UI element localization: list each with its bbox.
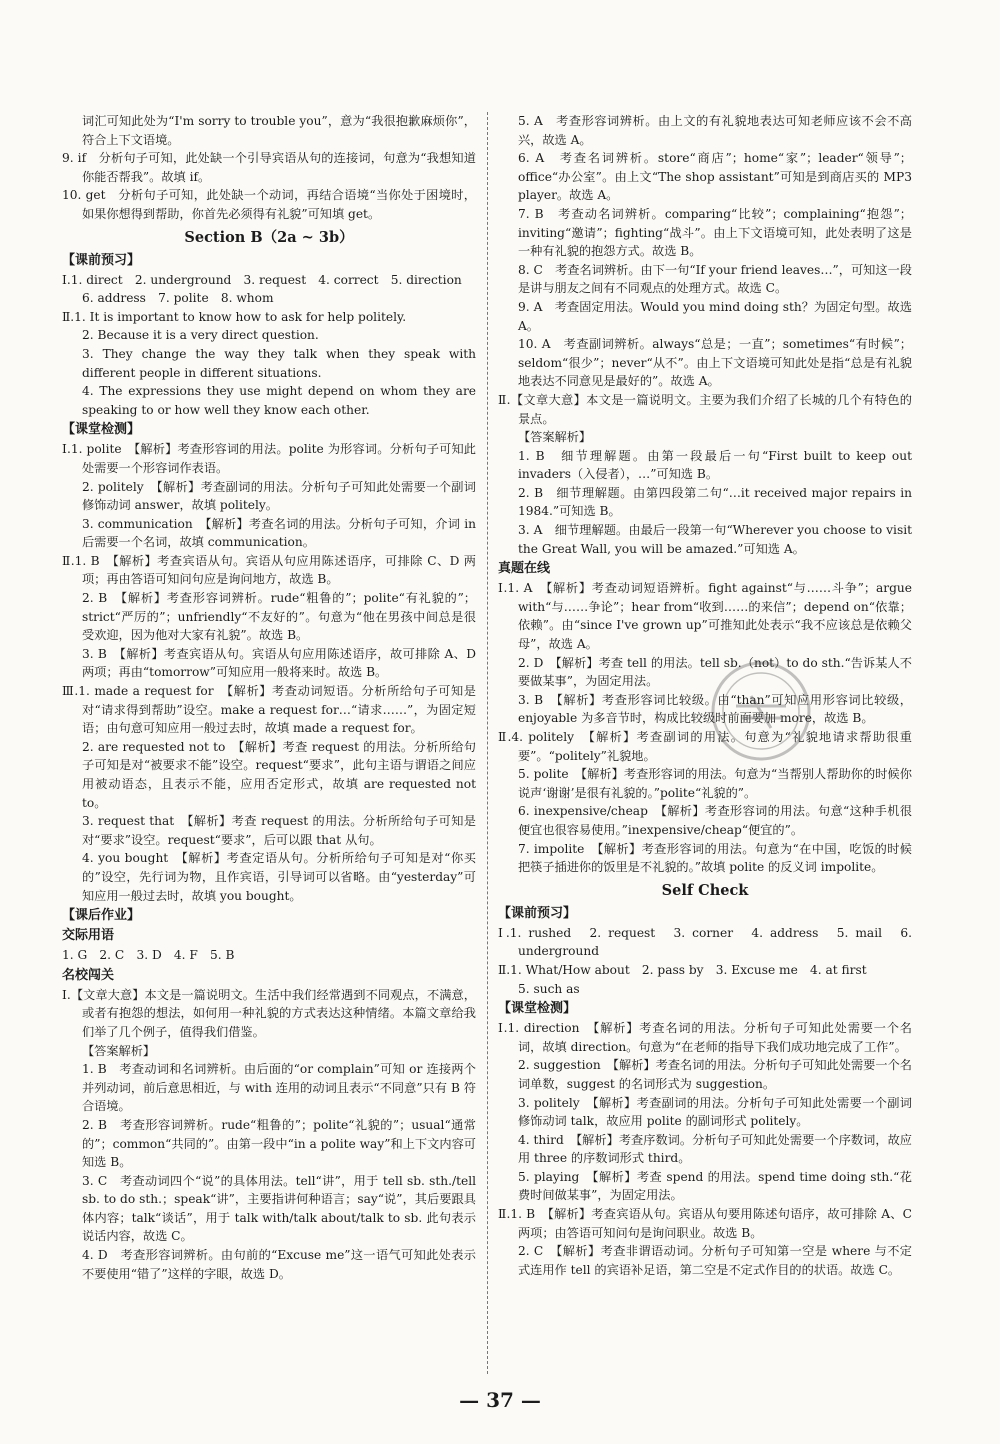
text-line: 5. A 考查形容词辨析。由上文的有礼貌地表达可知老师应该不会不高兴，故选 A。 bbox=[518, 114, 912, 147]
stamp-icon bbox=[706, 656, 816, 766]
text-line: 1. B 细节理解题。由第一段最后一句“First built to keep out invaders（入侵者），…”可知选 B。 bbox=[518, 448, 912, 482]
preview-heading: 【课前预习】 bbox=[498, 905, 577, 921]
text-line: 5. such as bbox=[518, 981, 580, 996]
text-line: 【答案解析】 bbox=[82, 1043, 156, 1058]
text-line: 2. B 考查形容词辨析。rude“粗鲁的”；polite“礼貌的”；usual“通常的”；common“共同的”。由第一段中“in a polite way”和上下文内容可知选 B。 bbox=[82, 1117, 476, 1170]
left-column bbox=[62, 112, 476, 1283]
text-line: 4. third 【解析】考查序数词。分析句子可知此处需要一个序数词，故应用 three 的序数词形式 third。 bbox=[518, 1132, 912, 1166]
preview-heading: 【课前预习】 bbox=[62, 252, 141, 268]
text-line: 6. address 7. polite 8. whom bbox=[82, 291, 274, 306]
text-line: Ⅰ.1. rushed 2. request 3. corner 4. address 5. mail 6. underground bbox=[498, 925, 912, 959]
text-line: 3. request that 【解析】考查 request 的用法。分析所给句子可知是对“要求”设空。request“要求”，后可以跟 that 从句。 bbox=[82, 814, 476, 847]
right-column bbox=[498, 112, 912, 1279]
text-line: Ⅰ.1. direct 2. underground 3. request 4. correct 5. direction bbox=[62, 272, 462, 287]
text-line: 2. D 【解析】考查 tell 的用法。tell sb.（not）to do sth.“告诉某人不要做某事”，为固定用法。 bbox=[518, 655, 912, 689]
text-line: 10. A 考查副词辨析。always“总是；一直”；sometimes“有时候”；seldom“很少”；never“从不”。由上下文语境可知此处是指“总是有礼貌地表达不同意见是最好的”。故选 A。 bbox=[518, 337, 912, 389]
text-line: 2. politely 【解析】考查副词的用法。分析句子可知此处需要一个副词修饰动词 answer，故填 politely。 bbox=[82, 479, 476, 513]
text-line: 3. C 考查动词四个“说”的具体用法。tell“讲”，用于 tell sb. sth./tell sb. to do sth.；speak“讲”，主要指讲何种语言；say“说”，其后要跟具体内容；talk“谈话”，用于 talk with/talk about/talk to sb. 此句表示说话内容，故选 C。 bbox=[82, 1173, 476, 1244]
text-line: 3. politely 【解析】考查副词的用法。分析句子可知此处需要一个副词修饰动词 talk，故应用 polite 的副词形式 politely。 bbox=[518, 1095, 912, 1129]
text-line: 3. B 【解析】考查宾语从句。宾语从句应用陈述语序，故可排除 A、D 两项；再由“tomorrow”可知应用一般将来时。故选 B。 bbox=[82, 646, 476, 680]
check-heading: 【课堂检测】 bbox=[62, 422, 141, 438]
text-line: 2. Because it is a very direct question. bbox=[82, 328, 319, 343]
text-line: 4. The expressions they use might depend on whom they are speaking to or how well they know each other. bbox=[82, 384, 476, 417]
text-line: 2. B 【解析】考查形容词辨析。rude“粗鲁的”；polite“有礼貌的”；strict“严厉的”；unfriendly“不友好的”。句意为“他在男孩中间总是很受欢迎，因为他对大家有礼貌”。故选 B。 bbox=[82, 591, 476, 643]
text-line: Ⅱ.1. B 【解析】考查宾语从句。宾语从句要用陈述句语序，故可排除 A、C 两项；由答语可知问句是询问职业。故选 B。 bbox=[498, 1207, 912, 1240]
text-line: 7. impolite 【解析】考查形容词的用法。句意为“在中国，吃饭的时候把筷子插进你的饭里是不礼貌的。”故填 polite 的反义词 impolite。 bbox=[518, 841, 912, 875]
text-line: 5. polite 【解析】考查形容词的用法。句意为“当帮别人帮助你的时候你说声‘谢谢’是很有礼貌的。”polite“礼貌的”。 bbox=[518, 767, 912, 800]
text-line: 5. playing 【解析】考查 spend 的用法。spend time doing sth.“花费时间做某事”，为固定用法。 bbox=[518, 1169, 912, 1203]
real-exam-heading: 真题在线 bbox=[498, 561, 551, 577]
text-line: 1. B 考查动词和名词辨析。由后面的“or complain”可知 or 连接两个并列动词，前后意思相近，与 with 连用的动词且表示“不同意”只有 B 符合语境。 bbox=[82, 1062, 476, 1114]
text-line: Ⅱ.4. politely 【解析】考查副词的用法。句意为“礼貌地请求帮助很重要”。“politely”礼貌地。 bbox=[498, 730, 912, 763]
text-line: 8. C 考查名词辨析。由下一句“If your friend leaves…”，可知这一段是讲与朋友之间有不同观点的处理方式。故选 C。 bbox=[518, 262, 912, 296]
text-line: 3. They change the way they talk when they speak with different people in different situations. bbox=[82, 346, 476, 380]
text-line: 4. D 考查形容词辨析。由句前的“Excuse me”这一语气可知此处表示不要使用“错了”这样的字眼，故选 D。 bbox=[82, 1248, 476, 1281]
text-line: 【答案解析】 bbox=[518, 430, 592, 445]
comm-heading: 交际用语 bbox=[62, 928, 115, 944]
comm-answers: 1. G 2. C 3. D 4. F 5. B bbox=[62, 948, 235, 963]
text-line: 2. are requested not to 【解析】考查 request 的用法。分析所给句子可知是对“被要求不能”设空。request“要求”，此句主语与谓语之间应用被动语态，且表示不能，应用否定形式，故填 are requested not to。 bbox=[82, 739, 476, 810]
text-line: 6. inexpensive/cheap 【解析】考查形容词的用法。句意“这种手机很便宜也很容易使用。”inexpensive/cheap“便宜的”。 bbox=[518, 804, 912, 837]
text-line: Ⅱ.1. It is important to know how to ask for help politely. bbox=[62, 309, 407, 324]
text-line: 9. A 考查固定用法。Would you mind doing sth？为固定句型。故选 A。 bbox=[518, 299, 912, 333]
text-line: Ⅰ.1. A 【解析】考查动词短语辨析。fight against“与……斗争”；argue with“与……争论”；hear from“收到……的来信”；depend on“依靠；依赖”。由“since I've grown up”可推知此处表示“我不应该总是依赖父母”，故选 A。 bbox=[498, 581, 912, 652]
text-line: 词汇可知此处为“I'm sorry to trouble you”，意为“我很抱歉麻烦你”，符合上下文语境。 bbox=[82, 114, 476, 147]
homework-heading: 【课后作业】 bbox=[62, 908, 141, 924]
text-line: 6. A 考查名词辨析。store“商店”；home“家”；leader“领导”；office“办公室”。由上文“The shop assistant”可知是到商店买的 MP3 player。故选 A。 bbox=[518, 151, 912, 203]
text-line: Ⅰ.1. direction 【解析】考查名词的用法。分析句子可知此处需要一个名词，故填 direction。句意为“在老师的指导下我们成功地完成了工作”。 bbox=[498, 1021, 912, 1054]
text-line: 9. if 分析句子可知，此处缺一个引导宾语从句的连接词，句意为“我想知道你能否帮我”。故填 if。 bbox=[62, 151, 476, 184]
text-line: 7. B 考查动名词辨析。comparing“比较”；complaining“抱怨”；inviting“邀请”；fighting“战斗”。由上下文语境可知，此处表明了这是一种有礼貌的抱怨方式。故选 B。 bbox=[518, 206, 912, 259]
text-line: Ⅰ.1. polite 【解析】考查形容词的用法。polite 为形容词。分析句子可知此处需要一个形容词作表语。 bbox=[62, 442, 476, 475]
text-line: Ⅱ.1. B 【解析】考查宾语从句。宾语从句应用陈述语序，可排除 C、D 两项；再由答语可知问句应是询问地方，故选 B。 bbox=[62, 553, 476, 587]
text-line: 3. communication 【解析】考查名词的用法。分析句子可知，介词 in 后需要一个名词，故填 communication。 bbox=[82, 516, 476, 550]
self-check-title: Self Check bbox=[661, 881, 749, 899]
text-line: 3. A 细节理解题。由最后一段第一句“Wherever you choose to visit the Great Wall, you will be amazed.”可知选 A。 bbox=[518, 523, 912, 556]
text-line: Ⅲ.1. made a request for 【解析】考查动词短语。分析所给句子可知是对“请求得到帮助”设空。make a request for…“请求……”，为固定短语；由句意可知应用一般过去时，故填 made a request for。 bbox=[62, 684, 476, 736]
text-line: 2. C 【解析】考查非谓语动词。分析句子可知第一空是 where 与不定式连用作 tell 的宾语补足语，第二空是不定式作目的的状语。故选 C。 bbox=[518, 1244, 912, 1277]
check-heading: 【课堂检测】 bbox=[498, 1001, 577, 1017]
text-line: 2. suggestion 【解析】考查名词的用法。分析句子可知此处需要一个名词单数，suggest 的名词形式为 suggestion。 bbox=[518, 1058, 912, 1091]
text-line: 3. B 【解析】考查形容词比较级。由“than”可知应用形容词比较级，enjoyable 为多音节时，构成比较级时前面要加 more，故选 B。 bbox=[518, 692, 912, 726]
text-line: 2. B 细节理解题。由第四段第二句“…it received major repairs in 1984.”可知选 B。 bbox=[518, 485, 912, 519]
text-line: Ⅰ.【文章大意】本文是一篇说明文。生活中我们经常遇到不同观点，不满意，或者有抱怨的想法，如何用一种礼貌的方式表达这种情绪。本篇文章给我们举了几个例子，值得我们借鉴。 bbox=[62, 987, 476, 1039]
section-title: Section B（2a ~ 3b） bbox=[184, 228, 354, 246]
text-line: Ⅱ.1. What/How about 2. pass by 3. Excuse me 4. at first bbox=[498, 962, 867, 977]
school-heading: 名校闯关 bbox=[62, 967, 115, 983]
column-divider bbox=[487, 112, 488, 1374]
page-number: — 37 — bbox=[459, 1388, 541, 1412]
text-line: 10. get 分析句子可知，此处缺一个动词，再结合语境“当你处于困境时，如果你想得到帮助，你首先必须得有礼貌”可知填 get。 bbox=[62, 188, 476, 221]
text-line: Ⅱ.【文章大意】本文是一篇说明文。主要为我们介绍了长城的几个有特色的景点。 bbox=[498, 392, 912, 426]
text-line: 4. you bought 【解析】考查定语从句。分析所给句子可知是对“你买的”设空，先行词为物，且作宾语，引导词可以省略。由“yesterday”可知应用一般过去时，故填 you bought。 bbox=[82, 851, 476, 903]
